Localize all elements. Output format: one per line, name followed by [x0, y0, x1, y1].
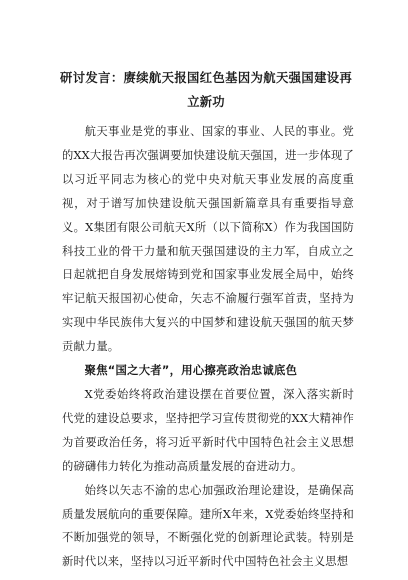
document-body: [62, 120, 354, 574]
document-title: 研讨发言：赓续航天报国红色基因为航天强国建设再立新功: [60, 71, 352, 109]
body-paragraph: X党委始终将政治建设摆在首要位置，深入落实新时代党的建设总要求，坚持把学习宣传贯彻党的XX大精神作为首要政治任务，将习近平新时代中国特色社会主义思想的磅礴伟力转化为推动高质量发展的奋进动力。: [62, 387, 354, 473]
body-paragraph: 始终以矢志不渝的忠心加强政治理论建设，是确保高质量发展航向的重要保障。建所X年来，X党委始终坚持和不断加强党的领导，不断强化党的创新理论武装。特别是新时代以来，坚持以习近平新时代中国特色社会主义思想: [62, 483, 354, 569]
body-paragraph: 航天事业是党的事业、国家的事业、人民的事业。党的XX大报告再次强调要加快建设航天强国，进一步体现了以习近平同志为核心的党中央对航天事业发展的高度重视，对于谱写加快建设航天强国新篇章具有重要指导意义。X集团有限公司航天X所（以下简称X）作为我国国防科技工业的骨干力量和航天强国建设的主力军，自成立之日起就把自身发展熔铸到党和国家事业发展全局中，始终牢记航天报国初心使命，矢志不渝履行强军首责，坚持为实现中华民族伟大复兴的中国梦和建设航天强国的航天梦贡献力量。: [62, 125, 354, 354]
section-heading: 聚焦“国之大者”，用心擦亮政治忠诚底色: [84, 364, 298, 378]
